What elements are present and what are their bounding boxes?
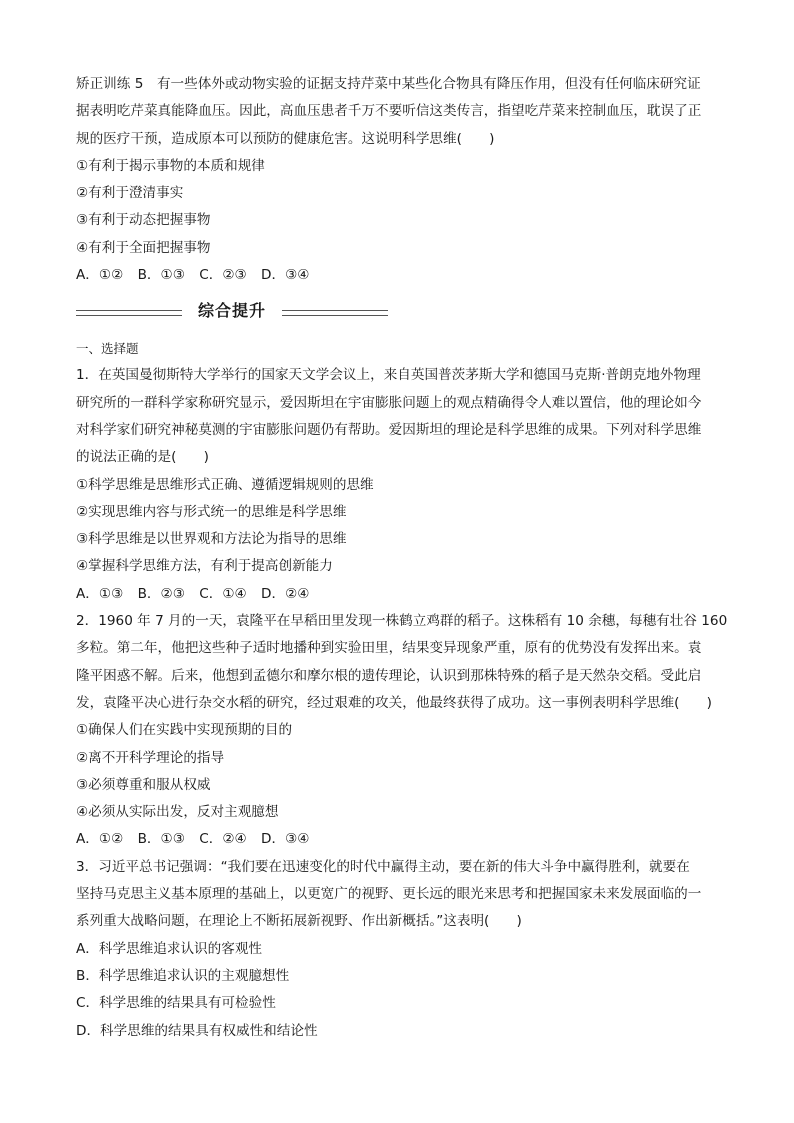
exercise-5-item-2: ②有利于澄清事实 xyxy=(76,185,184,202)
question-1-stem-line-1: 1．在英国曼彻斯特大学举行的国家天文学会议上，来自英国普茨茅斯大学和德国马克斯·普朗克地外物理 xyxy=(76,367,701,384)
question-1-item-3: ③科学思维是以世界观和方法论为指导的思维 xyxy=(76,531,347,548)
heading-rule-right xyxy=(282,310,388,316)
question-2-options xyxy=(76,826,721,853)
option-a: A．①② xyxy=(76,831,124,848)
question-3-stem-line-2: 坚持马克思主义基本原理的基础上，以更宽广的视野、更长远的眼光来思考和把握国家未来发展面临的一 xyxy=(76,886,702,903)
question-2-item-4: ④必须从实际出发，反对主观臆想 xyxy=(76,804,279,821)
question-2-item-3: ③必须尊重和服从权威 xyxy=(76,776,211,793)
exercise-5-stem-line-1: 矫正训练 5 有一些体外或动物实验的证据支持芹菜中某些化合物具有降压作用，但没有任何临床研究证 xyxy=(76,76,701,92)
exercise-5-item-1: ①有利于揭示事物的本质和规律 xyxy=(76,157,265,174)
section-title: 综合提升 xyxy=(197,301,266,321)
exercise-5-item-4: ④有利于全面把握事物 xyxy=(76,239,211,256)
option-b: B．①③ xyxy=(137,267,185,284)
question-3-choice-c: C．科学思维的结果具有可检验性 xyxy=(76,995,276,1012)
question-2-item-2: ②离不开科学理论的指导 xyxy=(76,749,225,766)
question-1-stem-line-2: 研究所的一群科学家称研究显示，爱因斯坦在宇宙膨胀问题上的观点精确得令人难以置信，他的理论如今 xyxy=(76,394,702,411)
question-1-options xyxy=(76,581,721,608)
question-2-stem-line-2: 多粒。第二年，他把这些种子适时地播种到实验田里，结果变异现象严重，原有的优势没有发挥出来。袁 xyxy=(76,640,702,657)
question-1-stem-line-4: 的说法正确的是( ) xyxy=(76,449,209,466)
question-1-stem-line-3: 对科学家们研究神秘莫测的宇宙膨胀问题仍有帮助。爱因斯坦的理论是科学思维的成果。下列对科学思维 xyxy=(76,421,702,438)
question-3-choice-a: A．科学思维追求认识的客观性 xyxy=(76,940,263,957)
question-3-choice-b: B．科学思维追求认识的主观臆想性 xyxy=(76,967,290,984)
heading-rule-left xyxy=(76,310,182,316)
option-d: D．③④ xyxy=(261,831,310,848)
document-content xyxy=(76,71,728,1045)
option-c: C．②③ xyxy=(199,267,247,284)
question-3-stem-line-1: 3．习近平总书记强调：“我们要在迅速变化的时代中赢得主动，要在新的伟大斗争中赢得胜利，就要在 xyxy=(76,858,690,875)
question-2 xyxy=(76,608,728,854)
question-2-stem-line-1: 2．1960 年 7 月的一天，袁隆平在早稻田里发现一株鹤立鸡群的稻子。这株稻有 10 余穗，每穗有壮谷 160 xyxy=(76,613,728,630)
option-a: A．①③ xyxy=(76,585,124,602)
option-c: C．①④ xyxy=(199,585,247,602)
exercise-5 xyxy=(76,71,721,289)
section-heading xyxy=(76,297,388,325)
option-b: B．①③ xyxy=(137,831,185,848)
question-2-stem-line-4: 发，袁隆平决心进行杂交水稻的研究，经过艰难的攻关，他最终获得了成功。这一事例表明科学思维( ) xyxy=(76,694,712,711)
question-3 xyxy=(76,854,721,1045)
question-3-choice-d: D．科学思维的结果具有权威性和结论性 xyxy=(76,1022,318,1039)
option-c: C．②④ xyxy=(199,831,247,848)
question-2-stem-line-3: 隆平困惑不解。后来，他想到孟德尔和摩尔根的遗传理论，认识到那株特殊的稻子是天然杂交稻。受此启 xyxy=(76,667,702,684)
question-1-item-2: ②实现思维内容与形式统一的思维是科学思维 xyxy=(76,503,347,520)
option-d: D．③④ xyxy=(261,267,310,284)
subsection-title: 一、选择题 xyxy=(76,341,139,357)
exercise-5-item-3: ③有利于动态把握事物 xyxy=(76,212,211,229)
option-d: D．②④ xyxy=(261,585,310,602)
question-2-item-1: ①确保人们在实践中实现预期的目的 xyxy=(76,722,293,739)
question-1-item-1: ①科学思维是思维形式正确、遵循逻辑规则的思维 xyxy=(76,476,374,493)
exercise-5-stem-line-2: 据表明吃芹菜真能降血压。因此，高血压患者千万不要听信这类传言，指望吃芹菜来控制血压，耽误了正 xyxy=(76,103,702,120)
question-1 xyxy=(76,362,721,608)
option-a: A．①② xyxy=(76,267,124,284)
question-1-item-4: ④掌握科学思维方法，有利于提高创新能力 xyxy=(76,558,333,575)
question-3-stem-line-3: 系列重大战略问题，在理论上不断拓展新视野、作出新概括。”这表明( ) xyxy=(76,913,522,930)
exercise-5-stem-line-3: 规的医疗干预，造成原本可以预防的健康危害。这说明科学思维( ) xyxy=(76,130,495,147)
option-b: B．②③ xyxy=(137,585,185,602)
exercise-5-options xyxy=(76,262,721,289)
